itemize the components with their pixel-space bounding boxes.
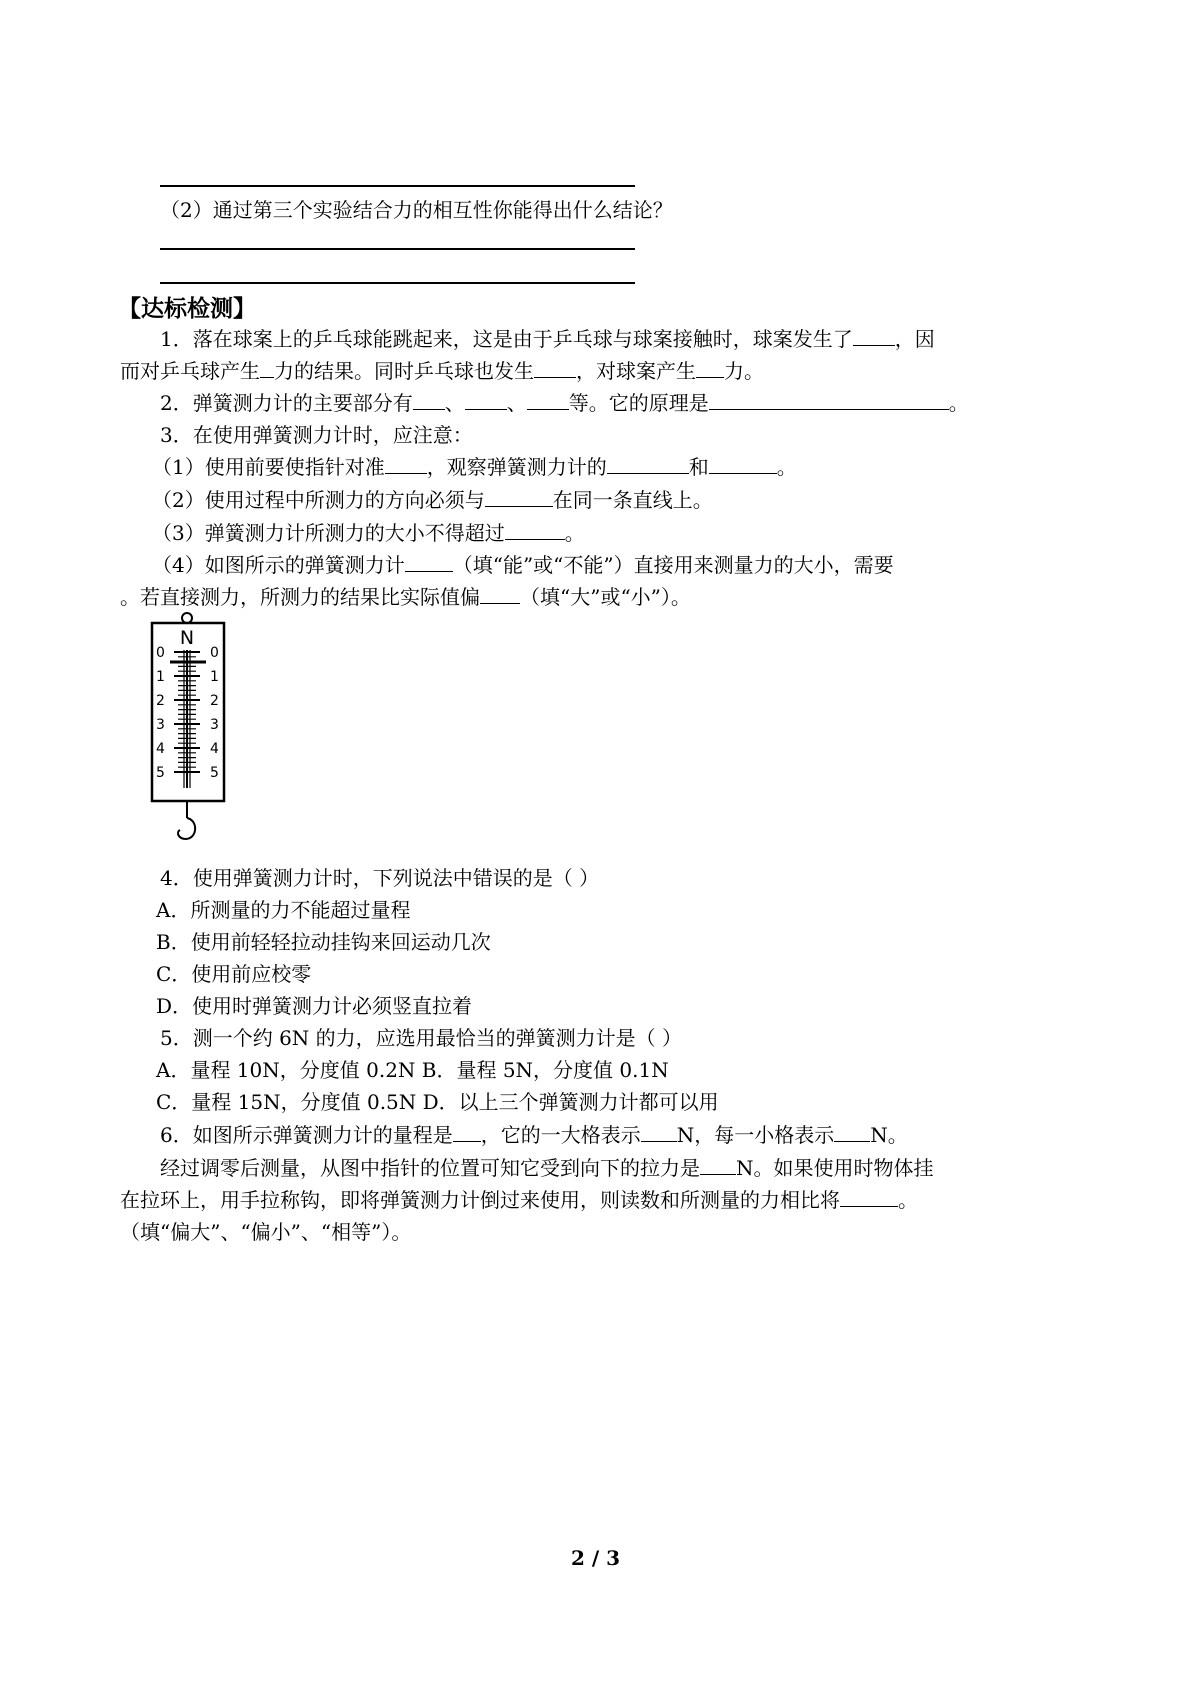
scale-label-right: 0: [210, 645, 219, 661]
hook: [178, 818, 195, 839]
question-3-item-1: （1）使用前要使指针对准 ，观察弹簧测力计的 和 。: [152, 455, 797, 479]
top-ring: [182, 613, 192, 623]
scale-label-right: 3: [210, 717, 219, 733]
scale-label-right: 2: [210, 693, 219, 709]
answer-line: [160, 185, 635, 187]
question-6-line-2: 经过调零后测量，从图中指针的位置可知它受到向下的拉力是 N。如果使用时物体挂: [160, 1156, 934, 1180]
question-3-item-4: （4）如图所示的弹簧测力计 （填“能”或“不能”）直接用来测量力的大小，需要: [152, 553, 894, 577]
scale-label-left: 0: [156, 645, 165, 661]
question-6-line-3: 在拉环上，用手拉称钩，即将弹簧测力计倒过来使用，则读数和所测量的力相比将 。: [120, 1188, 918, 1212]
answer-blank[interactable]: [840, 1186, 898, 1207]
question-2: 2．弹簧测力计的主要部分有 、 、 等。它的原理是 。: [160, 391, 969, 415]
unit-label: N: [179, 627, 195, 649]
page-number: 2 / 3: [570, 1546, 621, 1570]
option-a[interactable]: A．所测量的力不能超过量程: [156, 898, 411, 922]
answer-blank[interactable]: [405, 551, 453, 572]
section-heading: 【达标检测】: [118, 296, 256, 322]
answer-blank[interactable]: [453, 1121, 481, 1142]
option-c[interactable]: C．使用前应校零: [156, 962, 312, 986]
question-text: （2）通过第三个实验结合力的相互性你能得出什么结论？: [160, 198, 673, 222]
answer-blank[interactable]: [641, 1121, 677, 1142]
question-6-line-4: （填“偏大”、“偏小”、“相等”）。: [120, 1220, 412, 1244]
options-cd[interactable]: C．量程 15N，分度值 0.5N D．以上三个弹簧测力计都可以用: [156, 1090, 719, 1114]
answer-blank[interactable]: [696, 357, 724, 378]
scale-label-left: 5: [156, 765, 165, 781]
answer-blank[interactable]: [709, 389, 949, 410]
question-3-item-2: （2）使用过程中所测力的方向必须与 在同一条直线上。: [152, 488, 713, 512]
scale-label-right: 4: [210, 741, 219, 757]
spring-scale-drawing: [150, 610, 230, 845]
question-5-stem: 5．测一个约 6N 的力，应选用最恰当的弹簧测力计是（ ）: [160, 1026, 683, 1050]
spring-scale-figure: [150, 610, 230, 845]
options-ab[interactable]: A．量程 10N，分度值 0.2N B．量程 5N，分度值 0.1N: [156, 1058, 669, 1082]
answer-blank[interactable]: [853, 325, 895, 346]
question-1-line-1: 1．落在球案上的乒乓球能跳起来，这是由于乒乓球与球案接触时，球案发生了 ，因: [160, 327, 935, 351]
scale-label-left: 1: [156, 669, 165, 685]
answer-blank[interactable]: [534, 357, 576, 378]
scale-label-right: 1: [210, 669, 219, 685]
answer-blank[interactable]: [413, 389, 445, 410]
question-1-line-2: 而对乒乓球产生 力的结果。同时乒乓球也发生 ，对球案产生 力。: [120, 359, 764, 383]
answer-blank[interactable]: [834, 1121, 870, 1142]
answer-blank[interactable]: [527, 389, 569, 410]
question-6-line-1: 6．如图所示弹簧测力计的量程是 ，它的一大格表示 N，每一小格表示 N。: [160, 1123, 908, 1147]
scale-label-left: 3: [156, 717, 165, 733]
question-4-stem: 4．使用弹簧测力计时，下列说法中错误的是（ ）: [160, 866, 600, 890]
answer-line: [160, 282, 635, 284]
scale-label-left: 4: [156, 741, 165, 757]
answer-blank[interactable]: [385, 453, 427, 474]
answer-blank[interactable]: [260, 357, 274, 378]
question-3-intro: 3．在使用弹簧测力计时，应注意：: [160, 423, 473, 447]
scale-label-right: 5: [210, 765, 219, 781]
answer-blank[interactable]: [505, 519, 565, 540]
answer-blank[interactable]: [485, 486, 553, 507]
option-d[interactable]: D．使用时弹簧测力计必须竖直拉着: [156, 994, 473, 1018]
answer-blank[interactable]: [700, 1154, 736, 1175]
answer-blank[interactable]: [607, 453, 689, 474]
answer-line: [160, 248, 635, 250]
question-3-item-3: （3）弹簧测力计所测力的大小不得超过 。: [152, 521, 585, 545]
question-3-item-4-cont: 。若直接测力，所测力的结果比实际值偏 （填“大”或“小”）。: [120, 585, 691, 609]
scale-label-left: 2: [156, 693, 165, 709]
answer-blank[interactable]: [480, 583, 520, 604]
answer-blank[interactable]: [465, 389, 507, 410]
option-b[interactable]: B．使用前轻轻拉动挂钩来回运动几次: [156, 930, 491, 954]
answer-blank[interactable]: [709, 453, 777, 474]
